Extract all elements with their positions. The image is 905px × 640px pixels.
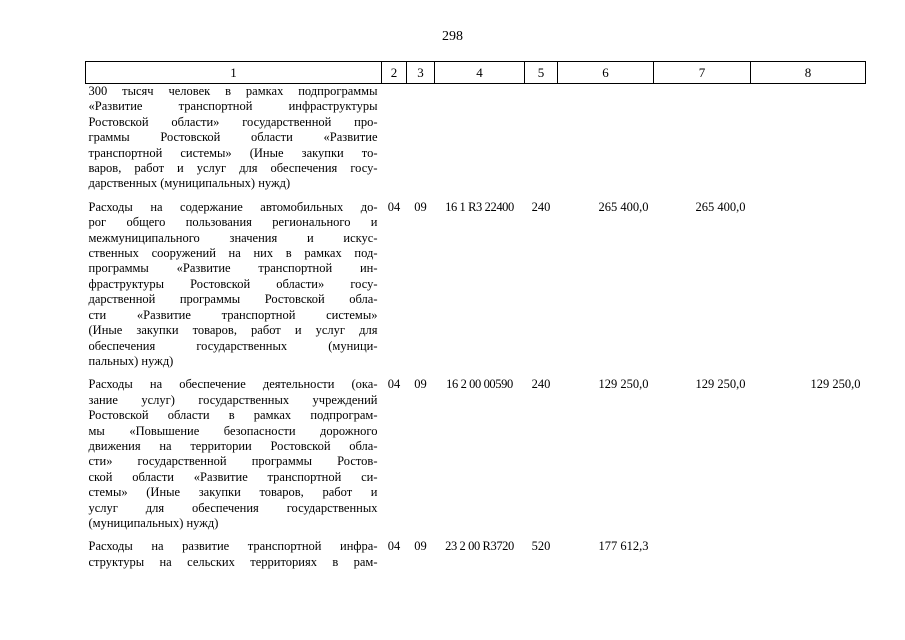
cell-amount-col6: 177 612,3 [598,539,649,554]
description-line: 300 тысяч человек в рамках подпрограммы [88,84,378,98]
cell-expense-type [525,84,558,200]
description-line: межмуниципального значения и искус- [88,230,378,245]
description-line: граммы Ростовской области «Развитие [88,130,378,145]
cell-target-code: 16 1 R3 22400 [445,199,514,214]
description-line: стемы» (Иные закупки товаров, работ и [88,485,378,500]
cell-amount-col7 [654,84,751,200]
column-header-5: 5 [525,62,558,84]
description-line: структуры на сельских территориях в рам- [88,554,378,569]
cell-amount-col6 [558,84,654,200]
row-description [86,377,382,539]
cell-amount-col8: 129 250,0 [810,377,861,392]
description-line: (Иные закупки товаров, работ и услуг для [88,323,378,338]
description-line: сти «Развитие транспортной системы» [88,307,378,322]
cell-expense-type: 240 [531,199,551,214]
budget-table [85,61,866,578]
description-line: «Развитие транспортной инфраструктуры [88,99,378,114]
description-line: (муниципальных) нужд) [88,515,219,530]
cell-amount-col8 [751,84,866,200]
description-line: дарственной программы Ростовской обла- [88,292,378,307]
table-row [86,200,866,377]
description-line: ственных сооружений на них в рамках под- [88,246,378,261]
description-line: программы «Развитие транспортной ин- [88,261,378,276]
table-row [86,377,866,539]
description-line: дарственных (муниципальных) нужд) [88,176,291,191]
column-header-3: 3 [407,62,435,84]
description-line: сти» государственной программы Ростов- [88,454,378,469]
description-line: движения на территории Ростовской обла- [88,438,378,453]
cell-amount-col7 [654,539,751,578]
description-line: обеспечения государственных (муници- [88,338,378,353]
column-header-6: 6 [558,62,654,84]
cell-amount-col6: 129 250,0 [598,377,649,392]
cell-amount-col8 [751,200,866,377]
row-description [86,84,382,200]
row-description [86,200,382,377]
cell-target-code: 16 2 00 00590 [446,377,513,392]
table-row [86,539,866,578]
cell-section: 04 [387,539,401,554]
description-line: мы «Повышение безопасности дорожного [88,423,378,438]
description-line: ской области «Развитие транспортной си- [88,469,378,484]
column-header-1: 1 [86,62,382,84]
cell-subsection: 09 [414,377,427,392]
description-line: пальных) нужд) [88,353,174,368]
column-header-4: 4 [435,62,525,84]
description-line: услуг для обеспечения государственных [88,500,378,515]
cell-amount-col7: 265 400,0 [695,199,746,214]
cell-target-code [435,84,525,200]
page-number: 298 [442,29,463,44]
row-description [86,539,382,578]
column-header-8: 8 [751,62,866,84]
header-row [86,62,866,84]
description-line: фраструктуры Ростовской области» госу- [88,276,378,291]
description-line: зание услуг) государственных учреждений [88,392,378,407]
description-line: рог общего пользования регионального и [88,215,378,230]
column-header-7: 7 [654,62,751,84]
cell-section: 04 [387,377,401,392]
cell-amount-col7: 129 250,0 [695,377,746,392]
description-line: Ростовской области в рамках подпрограм- [88,408,378,423]
cell-target-code: 23 2 00 R3720 [445,539,514,554]
cell-subsection [407,84,435,200]
cell-amount-col6: 265 400,0 [598,199,649,214]
description-line: Расходы на развитие транспортной инфра- [88,539,378,554]
description-line: Расходы на содержание автомобильных до- [88,199,378,214]
description-line: транспортной системы» (Иные закупки то- [88,145,378,160]
cell-expense-type: 520 [531,539,551,554]
description-line: Расходы на обеспечение деятельности (ока- [88,377,378,392]
cell-section [382,84,407,200]
cell-subsection: 09 [414,539,427,554]
table-row [86,84,866,200]
cell-section: 04 [387,199,401,214]
column-header-2: 2 [382,62,407,84]
cell-expense-type: 240 [531,377,551,392]
description-line: Ростовской области» государственной про- [88,114,378,129]
cell-subsection: 09 [414,199,427,214]
cell-amount-col8 [751,539,866,578]
description-line: варов, работ и услуг для обеспечения госу- [88,161,378,176]
